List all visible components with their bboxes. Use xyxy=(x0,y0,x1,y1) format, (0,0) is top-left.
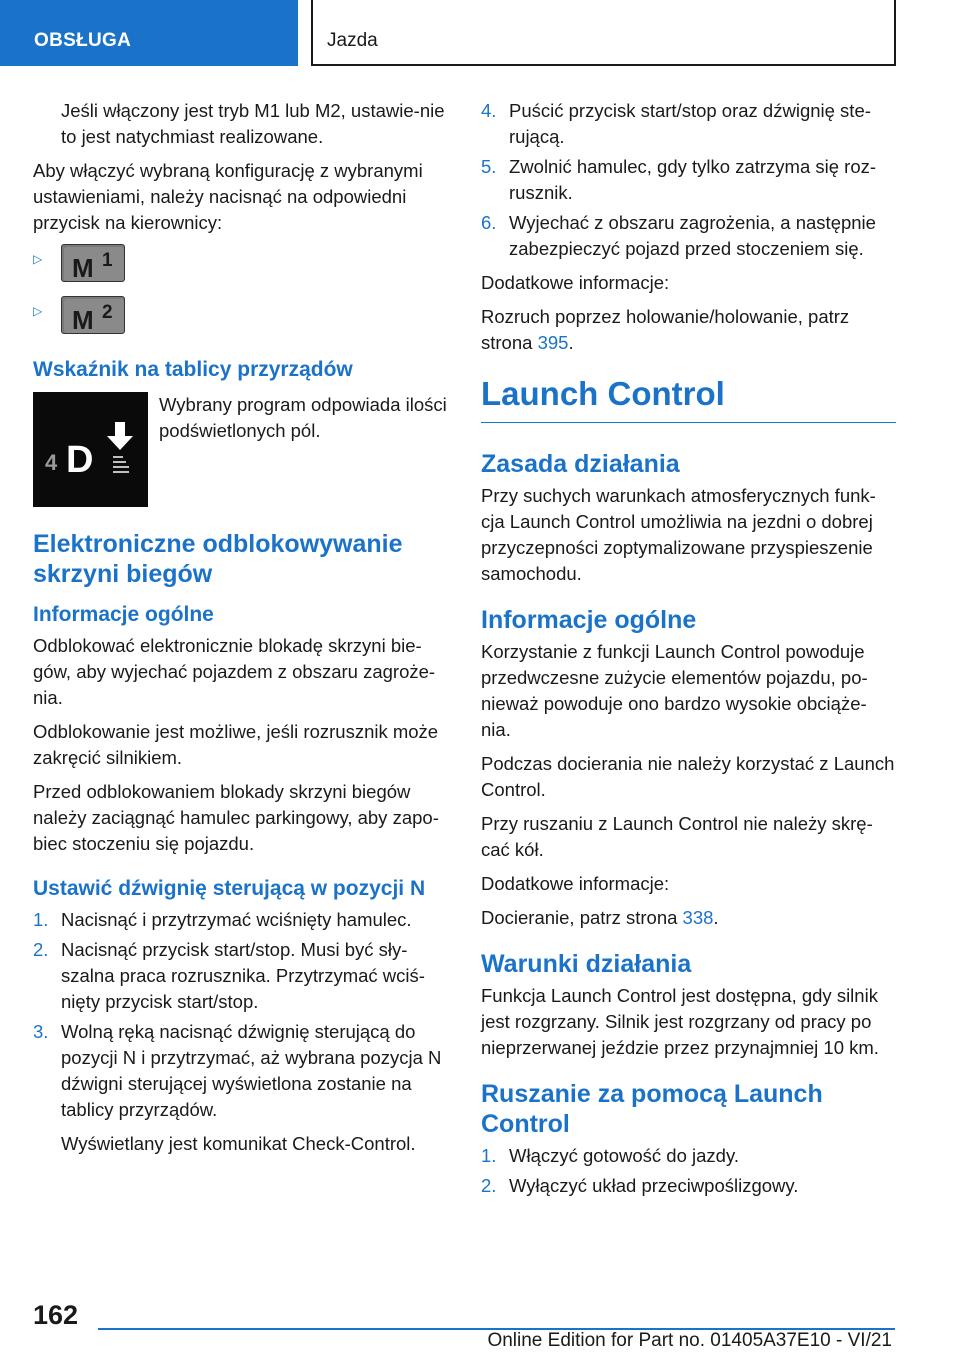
right-column xyxy=(481,98,896,1207)
display-row xyxy=(33,392,448,507)
unlock-para-3: Przed odblokowaniem blokady skrzyni biegów należy zaciągnąć hamulec parkingowy, aby zapo-biec stoczeniu się pojazdu. xyxy=(33,781,439,854)
heading-start-launch: Ruszanie za pomocą Launch Control xyxy=(481,1080,823,1138)
m2-button-sup: 2 xyxy=(102,302,113,323)
heading-launch-control: Launch Control xyxy=(481,374,896,423)
page-link-338[interactable]: 338 xyxy=(682,907,714,928)
conditions-text: Funkcja Launch Control jest dostępna, gdy silnik jest rozgrzany. Silnik jest rozgrzany od pracy po nieprzerwanej jeździe przez przynajmniej 10 km. xyxy=(481,985,879,1058)
heading-instrument-display: Wskaźnik na tablicy przyrządów xyxy=(33,358,353,381)
bullet-triangle-icon: ▷ xyxy=(33,252,43,266)
m1-steering-button-icon xyxy=(61,244,125,282)
general-para-3: Przy ruszaniu z Launch Control nie należy skrę-cać kół. xyxy=(481,813,873,860)
left-column xyxy=(33,98,448,1165)
m2-steering-button-icon xyxy=(61,296,125,334)
principle-text: Przy suchych warunkach atmosferycznych funk-cja Launch Control umożliwia na jezdni o dobrej przyczepności zoptymalizowane przyspieszenie samochodu. xyxy=(481,485,876,584)
display-mode-number: 4 xyxy=(45,450,58,475)
heading-principle: Zasada działania xyxy=(481,450,680,478)
edition-text: Online Edition for Part no. 01405A37E10 - VI/21 xyxy=(487,1330,892,1351)
reference-towing: Rozruch poprzez holowanie/holowanie, patrz strona 395. xyxy=(481,306,850,353)
heading-general-info-right: Informacje ogólne xyxy=(481,606,697,634)
list-item: 6. Wyjechać z obszaru zagrożenia, a następnie zabezpieczyć pojazd przed stoczeniem się. xyxy=(481,212,876,259)
m1-button-label: M xyxy=(72,253,94,283)
steps-list-right xyxy=(481,98,896,262)
list-item: 2. Wyłączyć układ przeciwpoślizgowy. xyxy=(481,1175,799,1196)
list-item: 5. Zwolnić hamulec, gdy tylko zatrzyma się roz-rusznik. xyxy=(481,156,877,203)
list-item: 3. Wolną ręką nacisnąć dźwignię sterującą do pozycji N i przytrzymać, aż wybrana pozycja N dźwigni sterującej wyświetlona zostanie na tablicy przyrządów. xyxy=(33,1021,442,1120)
chapter-title: Jazda xyxy=(327,30,378,51)
heading-electronic-unlock: Elektroniczne odblokowywanie skrzyni biegów xyxy=(33,530,403,588)
m1-button-sup: 1 xyxy=(102,250,113,271)
section-tab xyxy=(0,0,298,66)
m2-button-row xyxy=(33,296,448,334)
start-steps-list xyxy=(481,1143,896,1199)
more-info-label: Dodatkowe informacje: xyxy=(481,272,670,293)
section-title: OBSŁUGA xyxy=(34,30,132,51)
steps-list-left xyxy=(33,907,448,1123)
reference-break-in: Docieranie, patrz strona 338. xyxy=(481,907,719,928)
list-item: 1. Nacisnąć i przytrzymać wciśnięty hamulec. xyxy=(33,909,412,930)
m1-button-row xyxy=(33,244,448,282)
bullet-triangle-icon: ▷ xyxy=(33,304,43,318)
unlock-para-1: Odblokować elektronicznie blokadę skrzyni bie-gów, aby wyjechać pojazdem z obszaru zagroże-nia. xyxy=(33,635,436,708)
unlock-para-2: Odblokowanie jest możliwe, jeśli rozrusznik może zakręcić silnikiem. xyxy=(33,721,439,768)
general-para-1: Korzystanie z funkcji Launch Control powoduje przedwczesne zużycie elementów pojazdu, po-nieważ powoduje ono bardzo wysokie obciąże-nia. xyxy=(481,641,868,740)
button-intro: Aby włączyć wybraną konfigurację z wybranymi ustawieniami, należy nacisnąć na odpowiedni przycisk na kierownicy: xyxy=(33,160,423,233)
list-item: 2. Nacisnąć przycisk start/stop. Musi być sły-szalna praca rozrusznika. Przytrzymać wciś-nięty przycisk start/stop. xyxy=(33,939,425,1012)
page-link-395[interactable]: 395 xyxy=(537,332,569,353)
down-arrow-icon xyxy=(107,422,133,450)
chapter-tab xyxy=(311,0,896,66)
drive-levels-icon xyxy=(113,456,129,473)
mode-note: Jeśli włączony jest tryb M1 lub M2, ustawie-nie to jest natychmiast realizowane. xyxy=(61,100,445,147)
heading-conditions: Warunki działania xyxy=(481,950,692,978)
m2-button-label: M xyxy=(72,305,94,335)
display-gear-letter: D xyxy=(66,439,94,481)
instrument-display-image xyxy=(33,392,148,507)
list-item: 1. Włączyć gotowość do jazdy. xyxy=(481,1145,739,1166)
step3-note: Wyświetlany jest komunikat Check-Control. xyxy=(61,1133,416,1154)
more-info-label-2: Dodatkowe informacje: xyxy=(481,873,670,894)
display-description: Wybrany program odpowiada ilości podświetlonych pól. xyxy=(159,394,447,441)
list-item: 4. Puścić przycisk start/stop oraz dźwignię ste-rującą. xyxy=(481,100,871,147)
general-para-2: Podczas docierania nie należy korzystać z Launch Control. xyxy=(481,753,895,800)
page-number: 162 xyxy=(33,1300,79,1330)
heading-general-info-left: Informacje ogólne xyxy=(33,603,214,626)
heading-set-lever-n: Ustawić dźwignię sterującą w pozycji N xyxy=(33,877,426,900)
